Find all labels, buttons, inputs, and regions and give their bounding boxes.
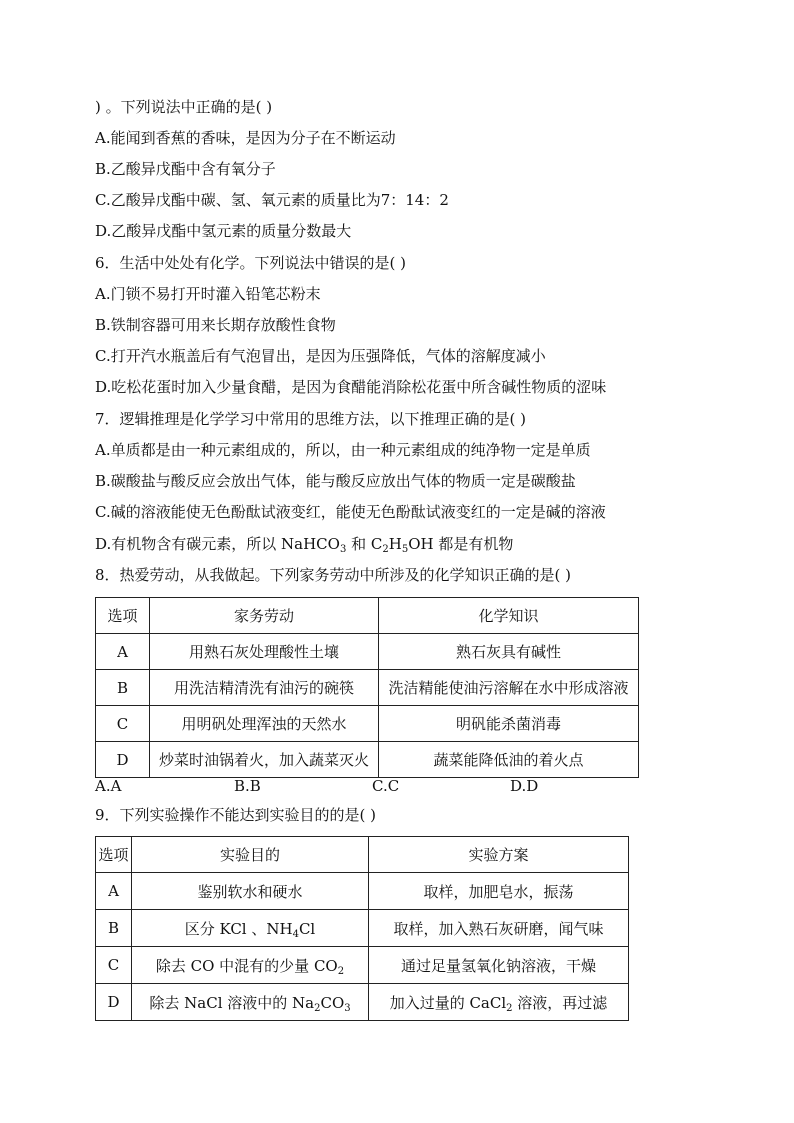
table-cell: 加入过量的 CaCl$_2$ 溶液，再过滤 (369, 984, 629, 1021)
table-row (96, 910, 629, 947)
q7-option-c: C.碱的溶液能使无色酚酞试液变红，能使无色酚酞试液变红的一定是碱的溶液 (95, 503, 606, 521)
table-cell: C (96, 947, 132, 984)
table-cell: 用明矾处理浑浊的天然水 (150, 706, 379, 742)
choice-a: A.A (95, 777, 122, 795)
q7-stem: 7．逻辑推理是化学学习中常用的思维方法，以下推理正确的是( ) (95, 410, 527, 428)
q9-table (95, 836, 629, 1021)
table-row (96, 947, 629, 984)
q6-option-d: D.吃松花蛋时加入少量食醋，是因为食醋能消除松花蛋中所含碱性物质的涩味 (95, 378, 607, 396)
header-cell: 化学知识 (379, 598, 639, 634)
table-cell: 明矾能杀菌消毒 (379, 706, 639, 742)
q6-option-b: B.铁制容器可用来长期存放酸性食物 (95, 316, 336, 334)
header-cell: 选项 (96, 837, 132, 873)
header-cell: 实验目的 (132, 837, 369, 873)
q5-option-a: A.能闻到香蕉的香味，是因为分子在不断运动 (95, 129, 396, 147)
table-header-row (96, 837, 629, 873)
q5-stem-tail: ) 。下列说法中正确的是( ) (95, 98, 273, 116)
table-cell: 蔬菜能降低油的着火点 (379, 742, 639, 778)
table-cell: D (96, 742, 150, 778)
table-cell: 取样，加肥皂水，振荡 (369, 873, 629, 910)
q5-option-c: C.乙酸异戊酯中碳、氢、氧元素的质量比为7：14：2 (95, 191, 449, 209)
table-row (96, 984, 629, 1021)
table-row (96, 873, 629, 910)
table-row (96, 670, 639, 706)
header-cell: 家务劳动 (150, 598, 379, 634)
table-cell: 炒菜时油锅着火，加入蔬菜灭火 (150, 742, 379, 778)
table-row (96, 706, 639, 742)
table-header-row (96, 598, 639, 634)
table-cell: 洗洁精能使油污溶解在水中形成溶液 (379, 670, 639, 706)
table-cell: 用洗洁精清洗有油污的碗筷 (150, 670, 379, 706)
q6-option-a: A.门锁不易打开时灌入铅笔芯粉末 (95, 285, 321, 303)
table-cell: 通过足量氢氧化钠溶液，干燥 (369, 947, 629, 984)
table-row (96, 742, 639, 778)
q8-table (95, 597, 639, 778)
q7-option-d: D.有机物含有碳元素，所以 NaHCO$_3$ 和 $C_2H_5OH$ 都是有机物 (95, 535, 514, 555)
header-cell: 实验方案 (369, 837, 629, 873)
table-cell: 区分 KCl 、$NH_4Cl$ (132, 910, 369, 947)
table-cell: 取样，加入熟石灰研磨，闻气味 (369, 910, 629, 947)
q5-option-b: B.乙酸异戊酯中含有氧分子 (95, 160, 276, 178)
table-cell: C (96, 706, 150, 742)
choice-d: D.D (510, 777, 539, 795)
table-row (96, 634, 639, 670)
table-cell: A (96, 634, 150, 670)
table-cell: 熟石灰具有碱性 (379, 634, 639, 670)
q9-stem: 9．下列实验操作不能达到实验目的的是( ) (95, 806, 377, 824)
table-cell: A (96, 873, 132, 910)
table-cell: B (96, 910, 132, 947)
table-cell: 除去 CO 中混有的少量 $CO_2$ (132, 947, 369, 984)
table-cell: 用熟石灰处理酸性土壤 (150, 634, 379, 670)
q7-option-a: A.单质都是由一种元素组成的，所以，由一种元素组成的纯净物一定是单质 (95, 441, 591, 459)
choice-c: C.C (372, 777, 400, 795)
header-cell: 选项 (96, 598, 150, 634)
q8-stem: 8．热爱劳动，从我做起。下列家务劳动中所涉及的化学知识正确的是( ) (95, 566, 572, 584)
table-cell: 除去 NaCl 溶液中的 $Na_2CO_3$ (132, 984, 369, 1021)
table-cell: D (96, 984, 132, 1021)
table-cell: 鉴别软水和硬水 (132, 873, 369, 910)
choice-b: B.B (234, 777, 261, 795)
q6-option-c: C.打开汽水瓶盖后有气泡冒出，是因为压强降低，气体的溶解度减小 (95, 347, 546, 365)
q7-option-b: B.碳酸盐与酸反应会放出气体，能与酸反应放出气体的物质一定是碳酸盐 (95, 472, 576, 490)
table-cell: B (96, 670, 150, 706)
q6-stem: 6．生活中处处有化学。下列说法中错误的是( ) (95, 254, 407, 272)
q5-option-d: D.乙酸异戊酯中氢元素的质量分数最大 (95, 222, 352, 240)
